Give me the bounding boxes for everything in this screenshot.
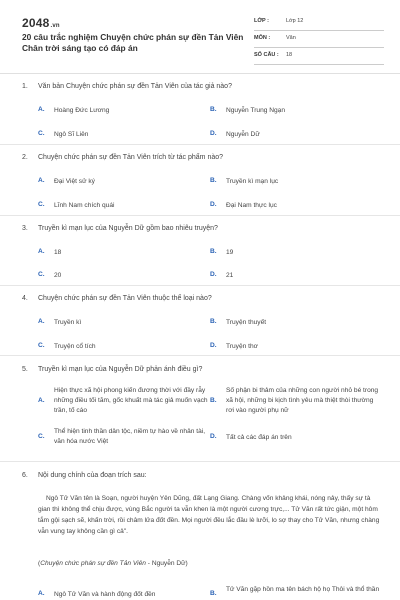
option-letter: D. [210,130,217,137]
question-text: Chuyện chức phán sự đền Tản Viên trích từ tác phẩm nào? [38,154,224,161]
option-text: 19 [226,249,234,256]
meta-info [254,14,384,65]
question-number: 1. [22,83,28,90]
question-separator [0,144,400,145]
option-letter: D. [210,271,217,278]
question-text: Truyền kì mạn lục của Nguyễn Dữ gồm bao nhiêu truyện? [38,225,218,232]
source-open: ( [38,560,41,567]
question-separator [0,285,400,286]
source-author: - Nguyễn Dữ) [145,560,188,567]
option-letter: A. [38,397,45,404]
option-letter: A. [38,177,45,184]
meta-value: Lớp 12 [286,18,304,24]
option-text: Tử Văn gặp hồn ma tên bách hộ họ Thôi và thổ thần [226,586,380,593]
option-text: Thể hiện tinh thần dân tộc, niềm tự hào về nhân tài, văn hóa nước Việt [54,428,206,445]
site-logo[interactable] [22,16,60,30]
logo-main: 2048 [22,16,50,30]
logo-sub: .vn [50,23,60,29]
option-letter: A. [38,590,45,597]
option-letter: A. [38,248,45,255]
question-number: 4. [22,295,28,302]
option-letter: C. [38,342,45,349]
option-letter: B. [210,318,217,325]
question-text: Chuyện chức phán sự đền Tản Viên thuộc thể loại nào? [38,295,212,302]
option-text: Truyền kì [54,319,82,326]
question-separator [0,355,400,356]
option-letter: B. [210,106,217,113]
option-text: Truyện thơ [226,343,258,350]
option-text: 18 [54,249,62,256]
meta-label: LỚP : [254,18,269,24]
option-text: Ngô Sĩ Liên [54,131,89,138]
meta-label: MÔN : [254,35,271,41]
header-divider [0,73,400,74]
question-number: 5. [22,366,28,373]
passage-source [38,560,383,567]
option-text: Hiện thực xã hội phong kiến đương thời với đầy rẫy những điều tối tăm, gốc khuất mà tác giả muốn vạch trần, tố cáo [54,387,208,414]
option-text: Nguyễn Dữ [226,131,260,138]
option-letter: D. [210,342,217,349]
option-text: Truyện thuyết [226,319,267,326]
question-separator [0,461,400,462]
option-text: Truyện cổ tích [54,343,96,350]
option-letter: D. [210,433,217,440]
option-text: Lĩnh Nam chích quái [54,202,115,209]
option-letter: B. [210,590,217,597]
option-letter: B. [210,397,217,404]
source-title: Chuyện chức phán sự đền Tản Viên [40,560,146,567]
option-letter: A. [38,106,45,113]
question-text: Nội dung chính của đoạn trích sau: [38,472,147,479]
question-number: 3. [22,225,28,232]
header [0,0,400,70]
option-letter: B. [210,248,217,255]
option-letter: C. [38,201,45,208]
meta-row-count [254,48,384,65]
option-text: 21 [226,272,234,279]
option-letter: B. [210,177,217,184]
option-letter: A. [38,318,45,325]
option-text: Ngô Tử Văn và hành động đốt đền [54,591,156,598]
meta-value: Văn [286,35,296,41]
option-letter: C. [38,130,45,137]
question-text: Văn bản Chuyện chức phán sự đền Tản Viên của tác giả nào? [38,83,232,90]
option-text: Đại Việt sử ký [54,178,95,185]
question-number: 6. [22,472,28,479]
option-text: Hoàng Đức Lương [54,107,110,114]
option-text: Số phận bi thảm của những con người nhỏ bé trong xã hội, những bi kịch tình yêu mà thiệt thòi thường rơi vào người phụ nữ [226,387,379,414]
option-letter: C. [38,433,45,440]
meta-value: 18 [286,52,293,58]
question-number: 2. [22,154,28,161]
option-text: Nguyễn Trung Ngạn [226,107,286,114]
question-separator [0,215,400,216]
option-text: 20 [54,272,62,279]
option-text: Truyền kì mạn lục [226,178,279,185]
passage-text: Ngô Tử Văn tên là Soạn, người huyện Yên Dũng, đất Lạng Giang. Chàng vốn khảng khái, nóng nảy, thấy sự tà gian thì không thể chịu được, vùng Bắc người ta vẫn khen là một người cương trực,... Tử Văn rất tức giận, một hôm tắm gội sạch sẽ, khấn trời, rồi châm lửa đốt đền. Mọi người đều lắc đầu lè lưỡi, lo sợ thay cho Tử Văn, nhưng chàng vẫn vung tay không cần gì cả". [38,495,380,535]
page-title: 20 câu trắc nghiệm Chuyện chức phán sự đền Tản Viên Chân trời sáng tạo có đáp án [22,32,244,53]
option-text: Đại Nam thực lục [226,202,277,209]
option-letter: D. [210,201,217,208]
meta-row-class [254,14,384,31]
question-text: Truyền kì mạn lục của Nguyễn Dữ phản ánh điều gì? [38,366,203,373]
option-letter: C. [38,271,45,278]
option-text: Tất cả các đáp án trên [226,434,292,441]
meta-label: SỐ CÂU : [254,52,279,58]
meta-row-subject [254,31,384,48]
